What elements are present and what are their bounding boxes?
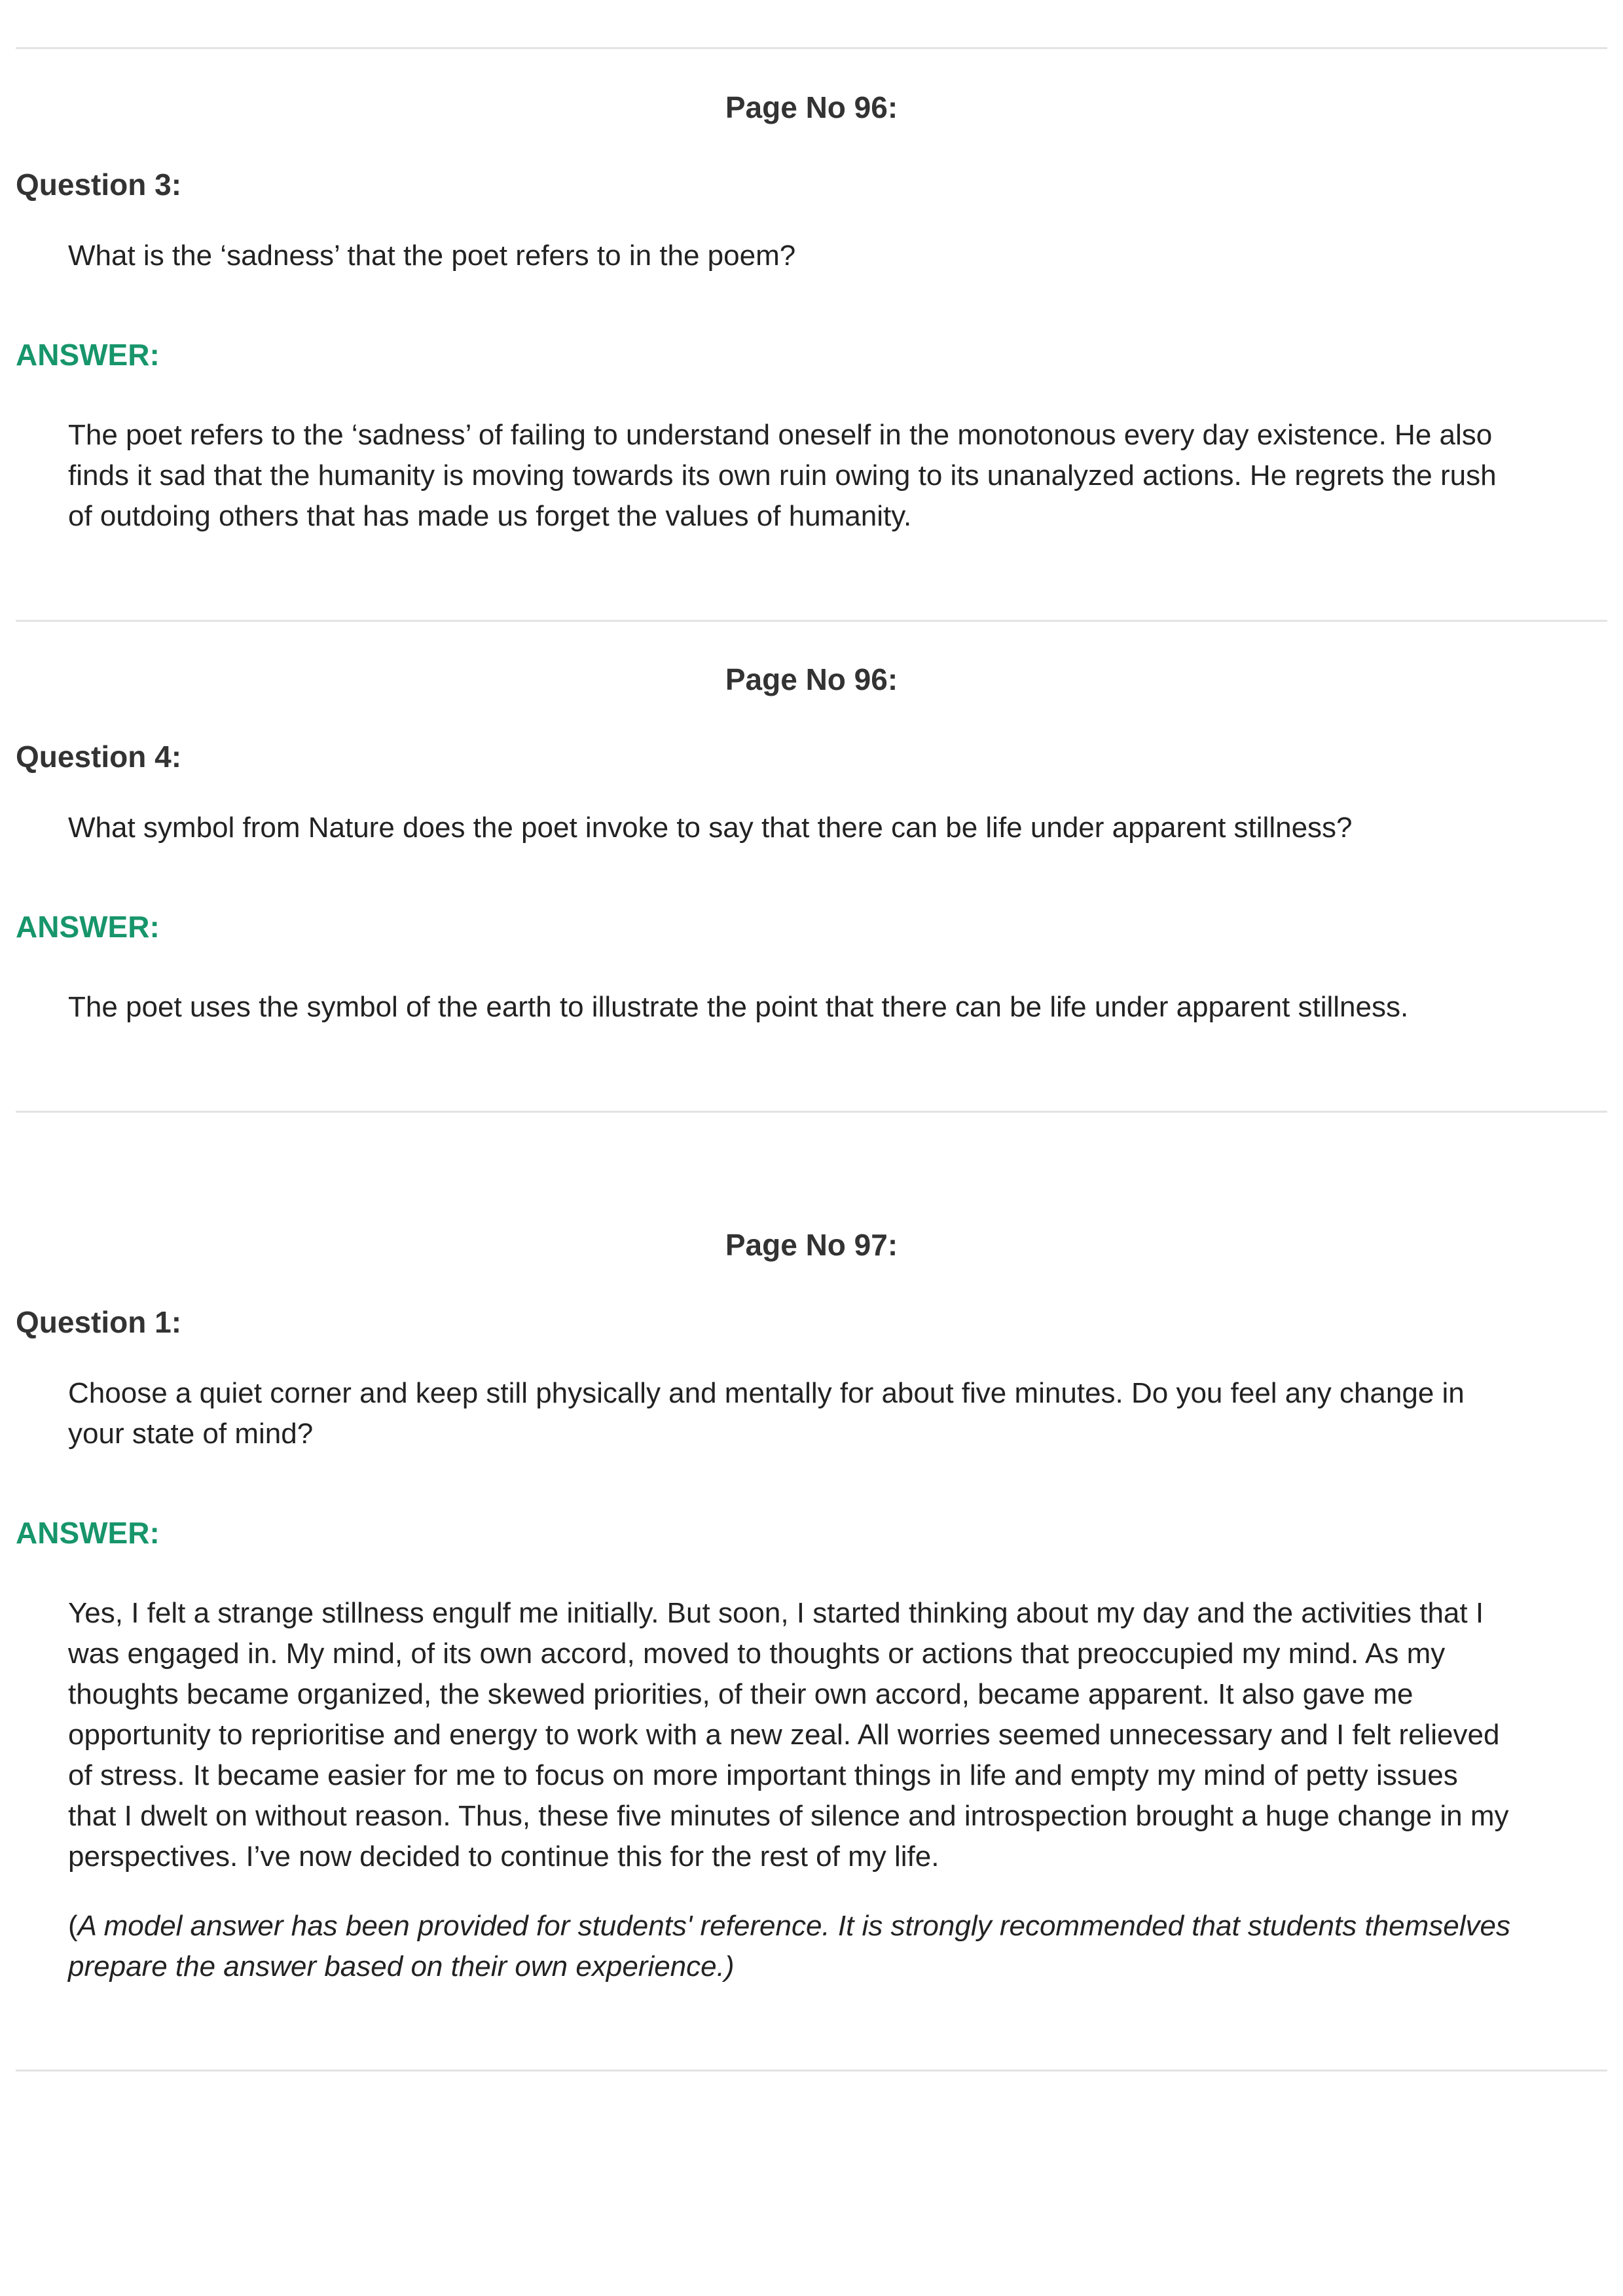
- note-open-paren: (: [68, 1910, 78, 1942]
- question-title: Question 4:: [16, 740, 182, 774]
- page-number-heading: Page No 96:: [725, 662, 898, 696]
- question-title: Question 1:: [16, 1305, 182, 1339]
- answer-line: The poet uses the symbol of the earth to illustrate the point that there can be life under apparent stillness.: [68, 991, 1409, 1023]
- note-line: prepare the answer based on their own experience.): [68, 1950, 735, 1982]
- answer-line: opportunity to reprioritise and energy to work with a new zeal. All worries seemed unnecessary and I felt relieved: [68, 1719, 1500, 1751]
- answer-line: thoughts became organized, the skewed priorities, of their own accord, became apparent. It also gave me: [68, 1678, 1413, 1710]
- answer-line: of stress. It became easier for me to focus on more important things in life and empty my mind of petty issues: [68, 1759, 1458, 1791]
- section-divider: [16, 620, 1607, 622]
- note-line-text: A model answer has been provided for students' reference. It is strongly recommended that students themselves: [77, 1910, 1511, 1942]
- section-divider-bottom: [16, 2070, 1607, 2072]
- page-number-heading: Page No 97:: [725, 1228, 898, 1262]
- answer-label: ANSWER:: [16, 910, 160, 944]
- question-line: your state of mind?: [68, 1418, 314, 1450]
- answer-label: ANSWER:: [16, 1516, 160, 1550]
- question-line: Choose a quiet corner and keep still physically and mentally for about five minutes. Do you feel any change in: [68, 1377, 1465, 1409]
- answer-line: was engaged in. My mind, of its own accord, moved to thoughts or actions that preoccupied my mind. As my: [68, 1638, 1446, 1670]
- answer-line: perspectives. I’ve now decided to continue this for the rest of my life.: [68, 1840, 939, 1873]
- answer-line: that I dwelt on without reason. Thus, these five minutes of silence and introspection brought a huge change in my: [68, 1800, 1509, 1832]
- answer-line: of outdoing others that has made us forget the values of humanity.: [68, 500, 912, 532]
- answer-text: [68, 987, 1608, 1028]
- answer-text: [68, 1593, 1608, 1877]
- answer-line: Yes, I felt a strange stillness engulf me initially. But soon, I started thinking about my day and the activities that I: [68, 1597, 1484, 1629]
- question-text: [68, 1373, 1608, 1454]
- answer-line: The poet refers to the ‘sadness’ of failing to understand oneself in the monotonous every day existence. He also: [68, 419, 1493, 451]
- answer-label: ANSWER:: [16, 338, 160, 372]
- answer-line: finds it sad that the humanity is moving towards its own ruin owing to its unanalyzed actions. He regrets the rush: [68, 459, 1497, 492]
- model-answer-note: [68, 1906, 1613, 1987]
- page-number-heading: Page No 96:: [725, 90, 898, 124]
- answer-text: [68, 415, 1608, 537]
- question-text: What is the ‘sadness’ that the poet refers to in the poem?: [68, 240, 796, 272]
- question-title: Question 3:: [16, 168, 182, 202]
- section-divider-top: [16, 47, 1607, 49]
- section-divider: [16, 1111, 1607, 1113]
- question-text: What symbol from Nature does the poet invoke to say that there can be life under apparent stillness?: [68, 812, 1353, 844]
- note-line: [68, 1906, 1613, 1946]
